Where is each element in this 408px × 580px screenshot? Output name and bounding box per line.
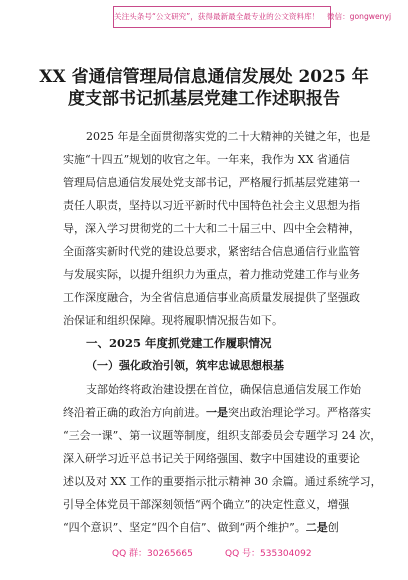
- intro-line: 与发展实际，以提升组织力为重点，着力推动党建工作与业务: [63, 268, 360, 281]
- intro-line: 治保证和组织保障。现将履职情况报告如下。: [63, 314, 283, 327]
- footer-qq-number: QQ 号：535304092: [225, 549, 312, 559]
- body-line: 引导全体党员干部深刻领悟“两个确立”的决定性意义，增强: [63, 498, 350, 511]
- intro-line: 管理局信息通信发展处党支部书记，严格履行抓基层党建第一: [63, 176, 360, 189]
- promo-banner: 关注头条号“公文研究”，获得最新最全最专业的公文资料库！ 微信：gongwenyj: [113, 6, 331, 28]
- body-line: 终沿着正确的政治方向前进。一是突出政治理论学习。严格落实: [63, 406, 371, 419]
- body-line: 深入研学习近平总书记关于网络强国、数字中国建设的重要论: [63, 452, 360, 465]
- intro-line: 责任人职责，坚持以习近平新时代中国特色社会主义思想为指: [63, 199, 360, 212]
- intro-line: 全面落实新时代党的建设总要求，紧密结合信息通信行业监管: [63, 245, 360, 258]
- footer-qq-group: QQ 群：30265665: [112, 549, 193, 559]
- emphasis-text: 二是: [305, 521, 328, 534]
- intro-line: 工作深度融合，为全省信息通信事业高质量发展提供了坚强政: [63, 291, 360, 304]
- report-title-line-1: XX 省通信管理局信息通信发展处 2025 年: [39, 67, 369, 87]
- intro-line: 实施“十四五”规划的收官之年。一年来，我作为 XX 省通信: [63, 153, 350, 166]
- section-heading: 一、2025 年度抓党建工作履职情况: [86, 336, 272, 350]
- body-line: “四个意识”、坚定“四个自信”、做到“两个维护”。二是创: [63, 521, 339, 534]
- intro-line: 导，深入学习贯彻党的二十大和二十届三中、四中全会精神，: [63, 222, 360, 235]
- intro-line: 2025 年是全面贯彻落实党的二十大精神的关键之年，也是: [86, 130, 371, 143]
- body-line: 述以及对 XX 工作的重要指示批示精神 30 余篇。通过系统学习，: [63, 475, 382, 488]
- body-line: “三会一课”、第一议题等制度，组织支部委员会专题学习 24 次，: [63, 429, 382, 442]
- report-title-line-2: 度支部书记抓基层党建工作述职报告: [68, 89, 340, 109]
- subsection-heading: （一）强化政治引领，筑牢忠诚思想根基: [86, 359, 284, 372]
- emphasis-text: 一是: [206, 406, 228, 419]
- body-line: 支部始终将政治建设摆在首位，确保信息通信发展工作始: [86, 383, 361, 396]
